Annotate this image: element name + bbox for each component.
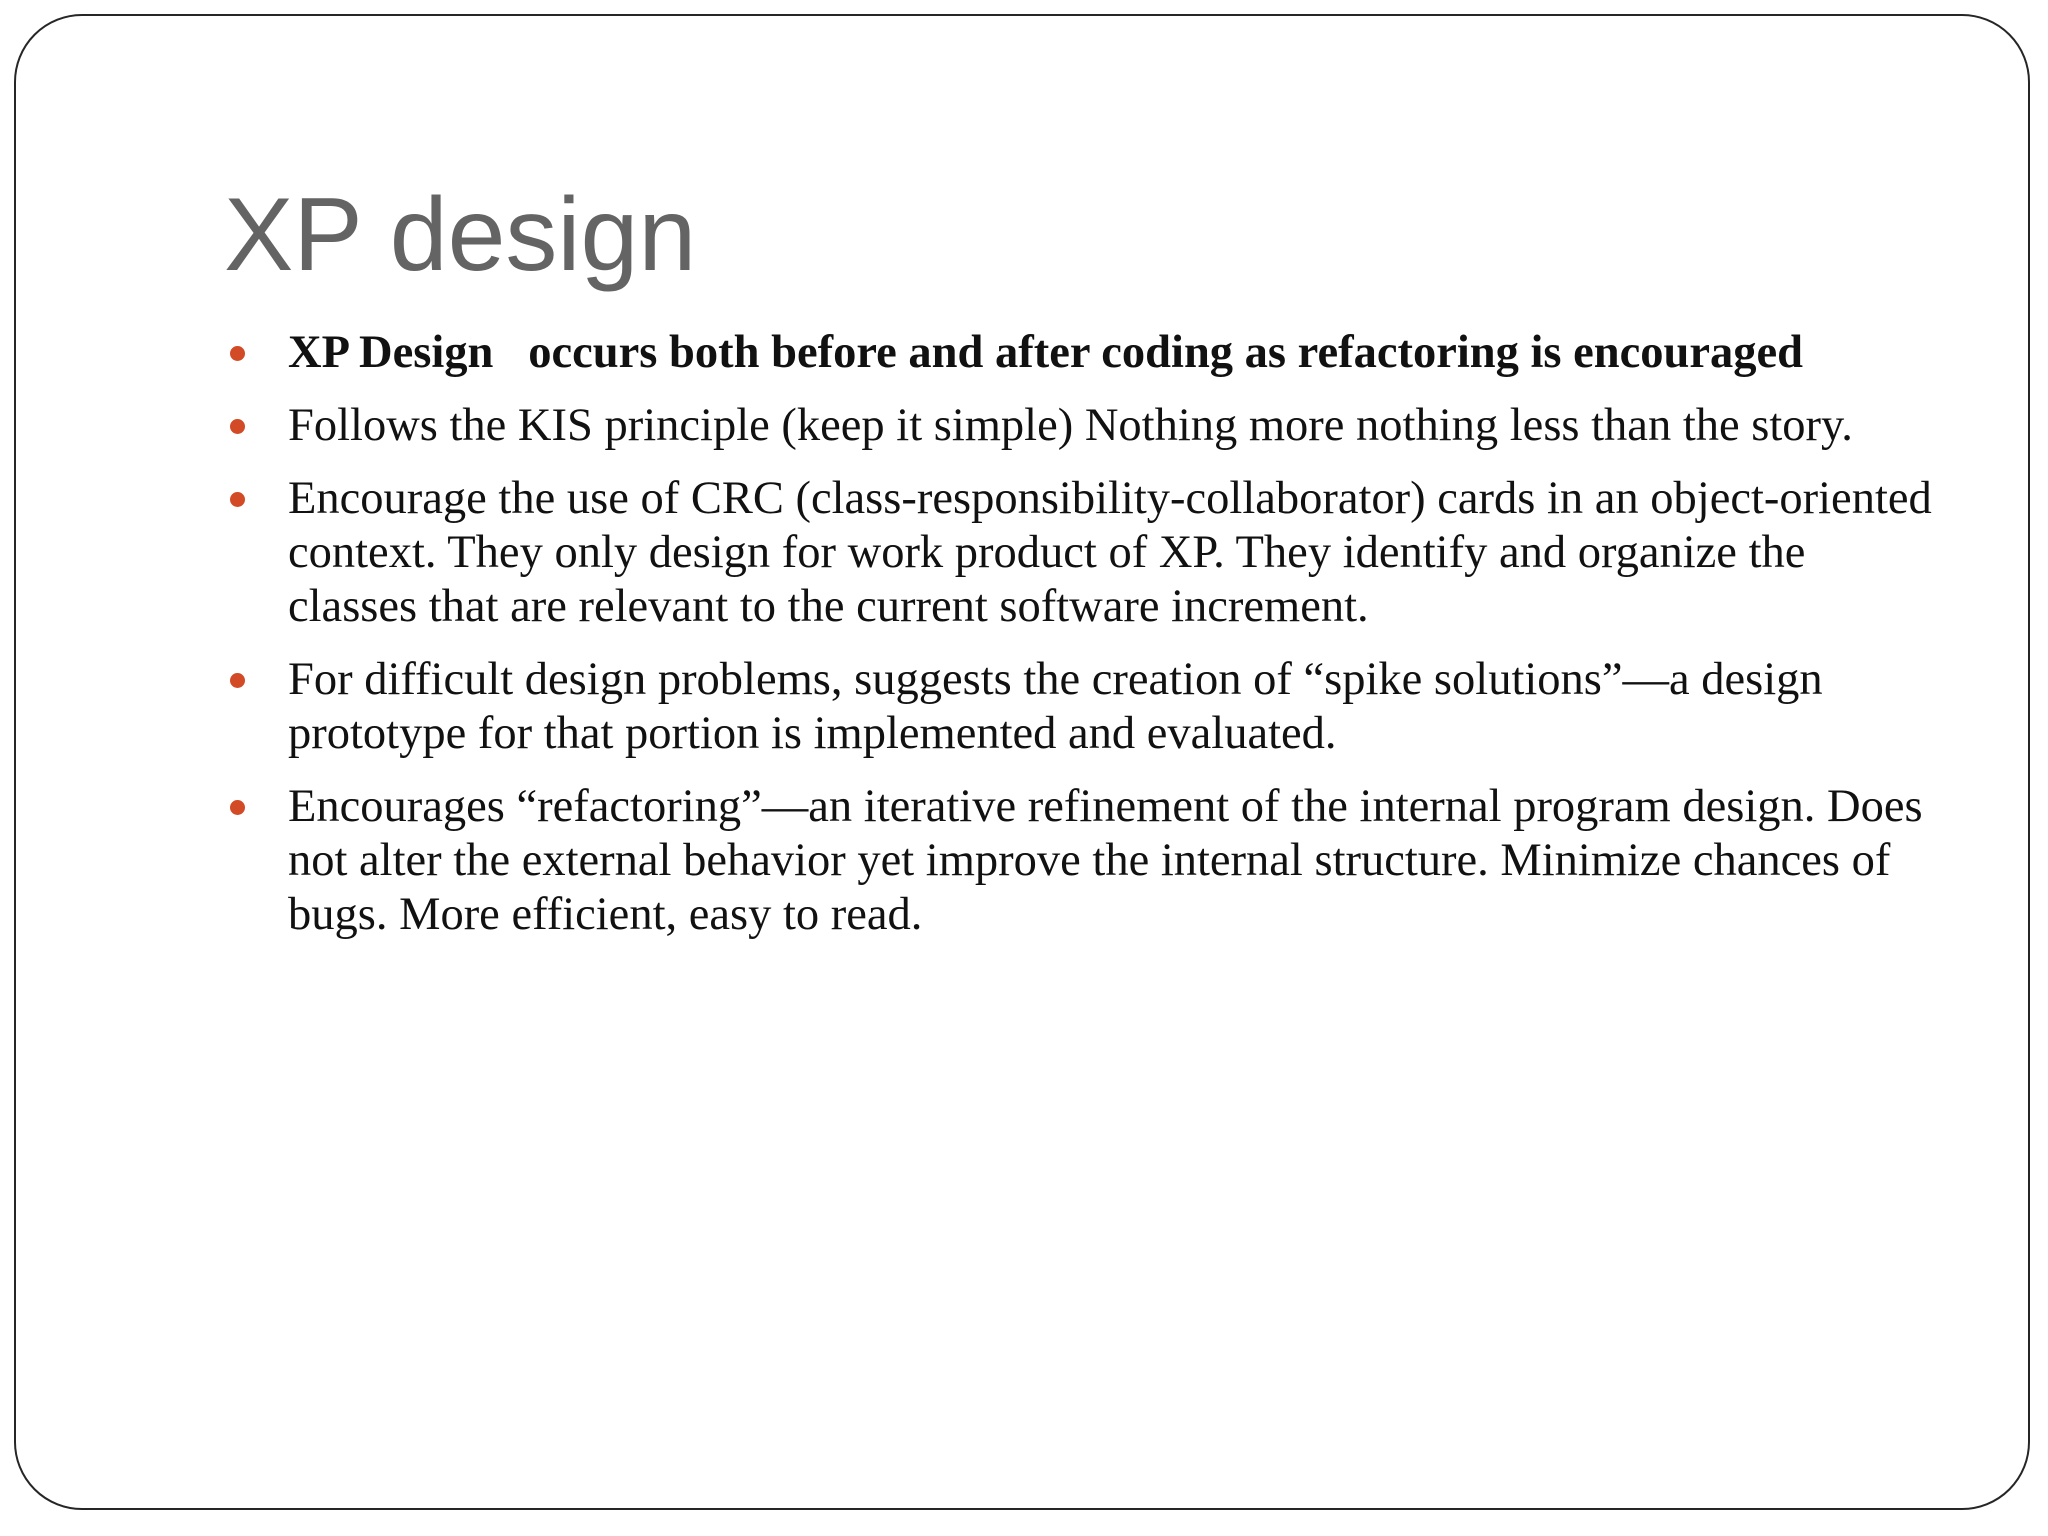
bullet-dot-icon (230, 800, 245, 815)
bullet-dot-icon (230, 492, 245, 507)
bullet-item (224, 780, 1944, 942)
slide-title: XP design (224, 177, 697, 293)
bullet-text: Follows the KIS principle (keep it simple) Nothing more nothing less than the story. (288, 400, 1853, 451)
bullet-text: Encourage the use of CRC (class-responsibility-collaborator) cards in an object-oriented context. They only design for work product of XP. They identify and organize the classes that are relevant to the current software increment. (288, 473, 1932, 632)
bullet-dot-icon (230, 419, 245, 434)
bullet-text: Encourages “refactoring”—an iterative refinement of the internal program design. Does not alter the external behavior yet improve the internal structure. Minimize chances of bugs. More efficient, easy to read. (288, 781, 1923, 940)
bullet-item (224, 326, 1944, 380)
bullet-dot-icon (230, 673, 245, 688)
bullet-text: XP Design occurs both before and after coding as refactoring is encouraged (288, 327, 1804, 378)
bullet-dot-icon (230, 346, 245, 361)
bullet-item (224, 472, 1944, 634)
bullet-text: For difficult design problems, suggests the creation of “spike solutions”—a design prototype for that portion is implemented and evaluated. (288, 654, 1823, 759)
bullet-item (224, 653, 1944, 761)
bullet-list (224, 326, 1944, 961)
bullet-item (224, 399, 1944, 453)
